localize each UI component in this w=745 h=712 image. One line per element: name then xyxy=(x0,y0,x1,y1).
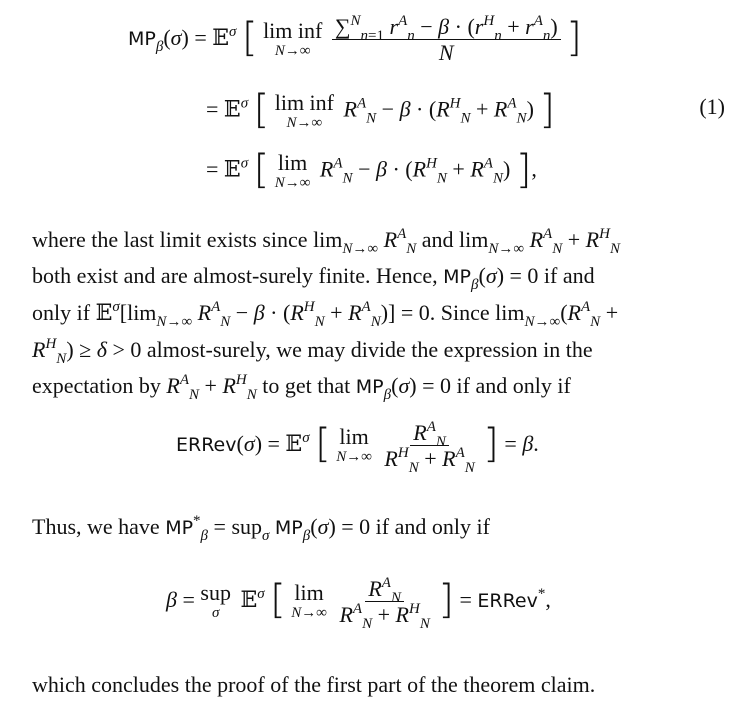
fraction-beta-sup: $\frac{R^A_N}{R^A_N + R^H_N}$ xyxy=(339,575,430,633)
fraction-mp-definition: $\frac{\sum^N_{n=1} r^A_n - \beta \cdot (r^H_n + r^A_n)}{N}$ xyxy=(332,14,561,66)
paragraph-limit-discussion: where the last limit exists since $\lim_{N\to\infty} R^A_N$ and $\lim_{N\to\infty} R^A_N + R^H_N$ both exist and are almost-surely finite. Hence, $MP_\beta(\sigma) = 0$ if and only if $𝔼^\sigma[\lim_{N\to\infty}$ $R^A_N - \beta \cdot (R^H_N + R^A_N)] = 0$. Since $\lim_{N\to\infty}(R^A_N$ + $R^H_N) \ge \delta > 0$ almost-surely, we may divide the expression in the expectation by $R^A_N + R^H_N$ to get that $MP_\beta(\sigma) = 0$ if and only if xyxy=(32,226,620,403)
equation-1-line-2: = 𝔼$^\sigma$ [ lim inf N→∞ $R^A_N - \beta \cdot (R^H_N + R^A_N)$ ] xyxy=(206,86,555,133)
equation-1-line-1: $MP_\beta(\sigma)$ = 𝔼$^\sigma$ [ lim inf N→∞ $\frac{\sum^N_{n=1} r^A_n - \beta \cdot (r^H_n + r^A_n)}{N}$ ] xyxy=(128,13,582,66)
equation-number: (1) xyxy=(699,94,725,119)
equation-1-line-3: = 𝔼$^\sigma$ [ lim N→∞ $R^A_N - \beta \cdot (R^H_N + R^A_N)$ ], xyxy=(206,146,537,193)
equation-beta-sup: β = sup σ 𝔼$^\sigma$ [ lim N→∞ $\frac{R^A_N}{R^A_N + R^H_N}$ ] = ERRev*, xyxy=(166,575,551,633)
paragraph-thus: Thus, we have $MP^*_\beta = sup_\sigma$ $MP_\beta(\sigma) = 0$ if and only if xyxy=(32,513,490,544)
paragraph-conclusion: which concludes the proof of the first part of the theorem claim. xyxy=(32,672,596,697)
fraction-errrev: $\frac{R^A_N}{R^H_N + R^A_N}$ xyxy=(384,419,475,477)
equation-errrev: ERRev(σ) = 𝔼$^\sigma$ [ lim N→∞ $\frac{R^A_N}{R^H_N + R^A_N}$ ] = β. xyxy=(176,419,539,477)
